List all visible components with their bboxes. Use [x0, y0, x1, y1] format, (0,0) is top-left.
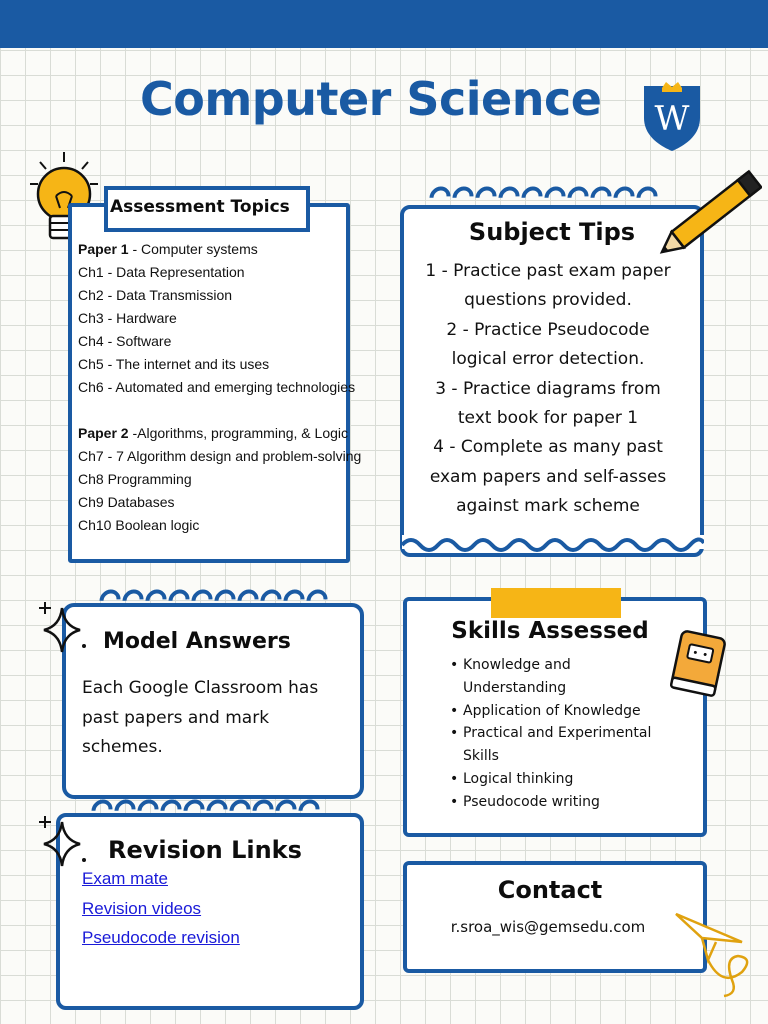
chapter-item: Ch7 - 7 Algorithm design and problem-solving — [78, 448, 362, 464]
contact-email[interactable]: r.sroa_wis@gemsedu.com — [450, 918, 646, 936]
header-bar — [0, 0, 768, 48]
link-revision-videos[interactable]: Revision videos — [82, 898, 202, 918]
chapter-item: Ch3 - Hardware — [78, 310, 177, 326]
notebook-spiral — [100, 589, 330, 611]
chapter-item: Ch8 Programming — [78, 471, 192, 487]
skill-item: • Application of Knowledge — [450, 700, 680, 723]
svg-text:W: W — [654, 99, 690, 139]
page-title: Computer Science — [140, 72, 602, 126]
skills-list — [450, 654, 680, 814]
notebook-spiral — [430, 186, 660, 208]
torn-edge-decoration — [402, 535, 704, 561]
chapter-item: Ch4 - Software — [78, 333, 172, 349]
revision-links-list — [82, 866, 322, 955]
skill-item: • Practical and Experimental Skills — [450, 722, 680, 768]
link-pseudocode-revision[interactable]: Pseudocode revision — [82, 928, 240, 947]
skill-item: • Logical thinking — [450, 768, 680, 791]
model-answers-text: Each Google Classroom has past papers and mark schemes. — [82, 678, 319, 757]
chapter-item: Ch2 - Data Transmission — [78, 287, 233, 303]
assessment-topics-tab — [104, 186, 310, 232]
skills-assessed-heading: Skills Assessed — [451, 618, 649, 644]
pencil-icon — [656, 166, 762, 258]
contact-heading: Contact — [497, 876, 603, 904]
assessment-topics-heading: Assessment Topics — [110, 197, 290, 217]
model-answers-heading: Model Answers — [103, 629, 291, 654]
notebook-spiral — [92, 799, 322, 821]
chapter-item: Ch9 Databases — [78, 494, 175, 510]
chapter-item: Ch1 - Data Representation — [78, 264, 245, 280]
assessment-topics-list — [78, 240, 368, 539]
chapter-item: Ch6 - Automated and emerging technologies — [78, 379, 356, 395]
tape-decoration — [491, 588, 621, 618]
subject-tips-heading: Subject Tips — [468, 218, 636, 246]
book-icon — [666, 628, 728, 700]
paper-2-line: Paper 2 -Algorithms, programming, & Logic — [78, 425, 349, 441]
skill-item: • Pseudocode writing — [450, 791, 680, 814]
paper-plane-icon — [672, 908, 756, 1000]
paper-1-line: Paper 1 - Computer systems — [78, 241, 258, 257]
revision-links-heading: Revision Links — [108, 836, 302, 864]
school-crest-icon — [640, 78, 704, 152]
chapter-item: Ch10 Boolean logic — [78, 517, 200, 533]
link-exam-mate[interactable]: Exam mate — [82, 869, 168, 888]
sparkle-icon — [36, 814, 88, 870]
skill-item: • Knowledge and Understanding — [450, 654, 680, 700]
chapter-item: Ch5 - The internet and its uses — [78, 356, 270, 372]
sparkle-icon — [36, 600, 88, 656]
subject-tips-text: 1 - Practice past exam paper questions provided. 2 - Practice Pseudocode logical error detection. 3 - Practice diagrams from text book for paper 1 4 - Complete as many past exam papers and self-asses against mark scheme — [425, 261, 671, 517]
